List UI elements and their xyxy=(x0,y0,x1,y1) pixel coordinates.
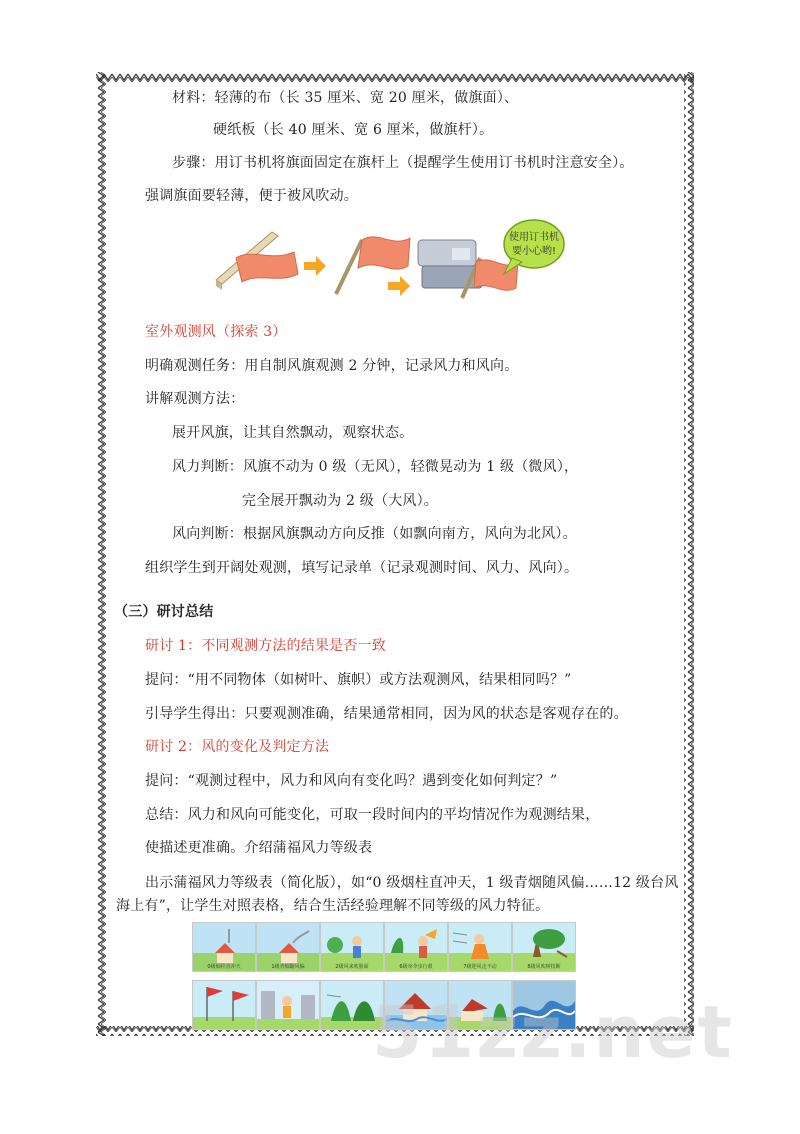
text-line-beaufort: 出示蒲福风力等级表（简化版），如“0 级烟柱直冲天，1 级青烟随风偏……12 级台风 xyxy=(145,875,679,891)
wind-scale-cell-row2-1 xyxy=(192,980,256,1030)
wind-scale-caption-8: 8级风吹树枝断 xyxy=(527,964,561,970)
discussion-heading-1: 研讨 1：不同观测方法的结果是否一致 xyxy=(145,638,386,654)
section-heading-summary: （三）研讨总结 xyxy=(114,604,214,620)
text-line-question-2: 提问：“观测过程中，风力和风向有变化吗？遇到变化如何判定？” xyxy=(145,773,558,789)
stapler-icon xyxy=(418,240,518,298)
flag-making-illustration xyxy=(212,218,568,308)
speech-bubble xyxy=(504,220,564,274)
wind-scale-caption-7: 7级迎风走不动 xyxy=(463,964,497,970)
speech-bubble-text-1: 使用订书机 xyxy=(509,232,559,243)
wind-scale-cell-7 xyxy=(448,922,512,972)
discussion-heading-2: 研讨 2：风的变化及判定方法 xyxy=(145,739,330,755)
text-line-task: 明确观测任务：用自制风旗观测 2 分钟，记录风力和风向。 xyxy=(145,358,519,374)
text-line-summary: 总结：风力和风向可能变化，可取一段时间内的平均情况作为观测结果， xyxy=(145,807,600,823)
text-line-guide: 引导学生得出：只要观测准确，结果通常相同，因为风的状态是客观存在的。 xyxy=(145,706,628,722)
wind-scale-cell-1 xyxy=(256,922,320,972)
text-line-wind-force: 风力判断：风旗不动为 0 级（无风），轻微晃动为 1 级（微风）， xyxy=(172,459,579,475)
wind-scale-cell-8 xyxy=(512,922,576,972)
wind-scale-cell-2 xyxy=(320,922,384,972)
wind-scale-caption-1: 1级青烟随风偏 xyxy=(271,964,305,970)
text-line-materials-2: 硬纸板（长 40 厘米、宽 6 厘米，做旗杆）。 xyxy=(213,122,494,138)
arrow-right-icon-2 xyxy=(388,276,410,296)
text-line-organize: 组织学生到开阔处观测，填写记录单（记录观测时间、风力、风向）。 xyxy=(145,560,579,576)
text-line-question-1: 提问：“用不同物体（如树叶、旗帜）或方法观测风，结果相同吗？” xyxy=(145,672,572,688)
text-line-wind-force-2: 完全展开飘动为 2 级（大风）。 xyxy=(242,493,439,509)
text-line-emphasis: 强调旗面要轻薄，便于被风吹动。 xyxy=(145,188,358,204)
section-heading-explore-3: 室外观测风（探索 3） xyxy=(145,324,287,340)
wind-scale-caption-6: 6级举伞步行艰 xyxy=(399,964,433,970)
text-line-method: 讲解观测方法： xyxy=(145,391,245,407)
speech-bubble-text-2: 要小心哟! xyxy=(511,246,557,257)
wind-scale-cell-row2-2 xyxy=(256,980,320,1030)
text-line-summary-2: 使描述更准确。介绍蒲福风力等级表 xyxy=(145,840,373,856)
wind-scale-caption-2: 2级风来吹脸面 xyxy=(335,964,369,970)
arrow-right-icon xyxy=(304,256,326,276)
watermark-text: 51zz.net xyxy=(372,990,734,1074)
wind-scale-cell-0 xyxy=(192,922,256,972)
text-line-unfold: 展开风旗，让其自然飘动，观察状态。 xyxy=(172,425,414,441)
cardboard-cloth-icon xyxy=(216,232,298,290)
wind-scale-cell-6 xyxy=(384,922,448,972)
wind-scale-caption-0: 0级烟柱直冲天 xyxy=(207,964,241,970)
text-line-materials: 材料：轻薄的布（长 35 厘米、宽 20 厘米，做旗面）、 xyxy=(172,90,519,106)
text-line-wind-direction: 风向判断：根据风旗飘动方向反推（如飘向南方，风向为北风）。 xyxy=(172,526,577,542)
text-line-beaufort-2: 海上有”，让学生对照表格，结合生活经验理解不同等级的风力特征。 xyxy=(116,898,550,914)
text-line-steps: 步骤：用订书机将旗面固定在旗杆上（提醒学生使用订书机时注意安全）。 xyxy=(172,155,634,171)
